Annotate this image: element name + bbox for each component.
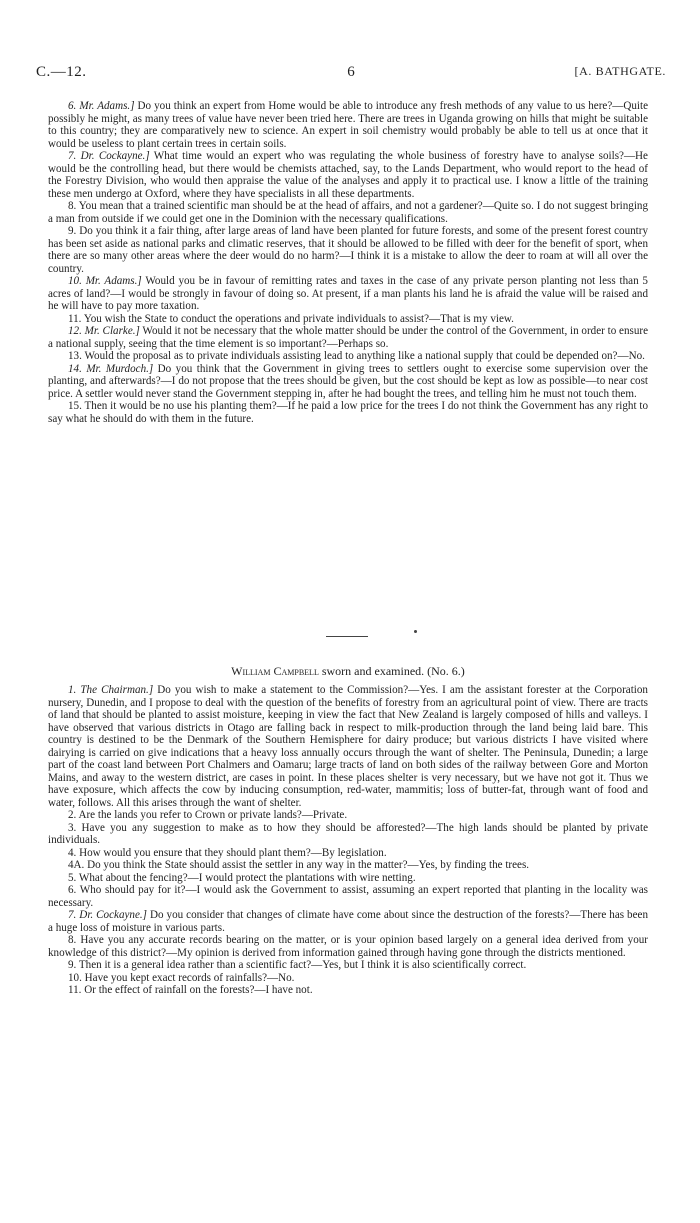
speaker-label: 7. Dr. Cockayne.] xyxy=(68,909,147,921)
question-paragraph xyxy=(48,847,648,860)
paragraph-text: 8. You mean that a trained scientific man should be at the head of affairs, and not a gardener?—Quite so. I do not suggest bringing a man from outside if we could get one in the Dominion with the necessary qualifications. xyxy=(48,200,648,225)
question-paragraph xyxy=(48,100,648,150)
page-header xyxy=(36,64,666,84)
paragraph-text: 9. Then it is a general idea rather than a scientific fact?—Yes, but I think it is also scientifically correct. xyxy=(68,959,527,971)
paragraph-text: Do you consider that changes of climate have come about since the destruction of the forests?—There has been a huge loss of moisture in various parts. xyxy=(48,909,648,934)
speaker-label: 7. Dr. Cockayne.] xyxy=(68,150,150,162)
paragraph-text: 5. What about the fencing?—I would protect the plantations with wire netting. xyxy=(68,871,416,884)
question-paragraph xyxy=(48,275,648,313)
question-paragraph xyxy=(48,809,648,822)
question-paragraph xyxy=(48,872,648,885)
speaker-label: 6. Mr. Adams.] xyxy=(68,100,135,112)
question-paragraph xyxy=(48,684,648,809)
paragraph-text: What time would an expert who was regulating the whole business of forestry have to analyse soils?—He would be the controlling head, but there would be chemists attached, say, to the Lands Department, who would report to the head of the Forestry Division, who would then appraise the value of the analyses and apply it to practical use. I know a little of the training these men undergo at Oxford, where they have specialists in all these departments. xyxy=(48,150,648,200)
paragraph-text: 15. Then it would be no use his planting them?—If he paid a low price for the trees I do not think the Government has any right to say what he should do with them in the future. xyxy=(48,400,648,425)
section-divider xyxy=(326,636,368,637)
question-paragraph xyxy=(48,225,648,275)
paragraph-text: Do you think an expert from Home would be able to introduce any fresh methods of any value to us here?—Quite possibly he might, as many trees of value have never been tried here. There are trees in Uganda growing on hills that might be suitable to this country; they are comparatively new to science. An expert in soil chemistry would probably be able to tell us at once that it would be useless to plant certain trees in certain soils. xyxy=(48,100,649,150)
witness-heading-rest: sworn and examined. (No. 6.) xyxy=(318,664,465,678)
paragraph-text: 11. Or the effect of rainfall on the forests?—I have not. xyxy=(68,984,313,996)
paragraph-text: 2. Are the lands you refer to Crown or private lands?—Private. xyxy=(68,809,348,821)
question-paragraph xyxy=(48,150,648,200)
question-paragraph xyxy=(48,350,648,363)
question-paragraph xyxy=(48,363,648,401)
testimony-section-campbell xyxy=(48,684,648,997)
paragraph-text: 8. Have you any accurate records bearing on the matter, or is your opinion based largely on a general idea derived from your knowledge of this district?—My opinion is derived from information gained through having gone through the districts mentioned. xyxy=(48,934,648,959)
question-paragraph xyxy=(48,859,648,872)
paragraph-text: Would it not be necessary that the whole matter should be under the control of the Government, in order to ensure a national supply, seeing that the time element is so important?—Perhaps so. xyxy=(48,325,648,350)
speaker-label: 10. Mr. Adams.] xyxy=(68,275,142,287)
paragraph-text: 6. Who should pay for it?—I would ask the Government to assist, assuming an expert reported that planting in the locality was necessary. xyxy=(48,884,648,909)
paragraph-text: 10. Have you kept exact records of rainfalls?—No. xyxy=(68,971,295,984)
testimony-section-bathgate xyxy=(48,100,648,425)
witness-name: William Campbell xyxy=(231,664,319,678)
paragraph-text: 4. How would you ensure that they should plant them?—By legislation. xyxy=(68,846,387,859)
page-number: 6 xyxy=(347,64,355,80)
paragraph-text: Do you think that the Government in giving trees to settlers ought to exercise some supervision over the planting, and afterwards?—I do not propose that the trees should be given, but the cost should be kept as low as possible—to near cost price. A settler would never stand the Government stepping in, after he had bought the trees, and telling him he must not touch them. xyxy=(48,362,648,400)
paragraph-text: 11. You wish the State to conduct the operations and private individuals to assist?—That is my view. xyxy=(68,312,514,325)
question-paragraph xyxy=(48,884,648,909)
speaker-label: 12. Mr. Clarke.] xyxy=(68,325,140,337)
paragraph-text: 3. Have you any suggestion to make as to how they should be afforested?—The high lands should be planted by private individuals. xyxy=(48,821,648,846)
question-paragraph xyxy=(48,400,648,425)
witness-header: [A. BATHGATE. xyxy=(574,64,666,78)
question-paragraph xyxy=(48,984,648,997)
paragraph-text: Do you wish to make a statement to the Commission?—Yes. I am the assistant forester at the Corporation nursery, Dunedin, and I propose to deal with the question of the benefits of forestry from an agricultural point of view. There are tracts of land that should be planted to assist moisture, keeping in view the fact that New Zealand is largely composed of hills and valleys. I have observed that various districts in Otago are falling back in respect to milk-production through the land being laid bare. This country is destined to be the Denmark of the Southern Hemisphere for dairy produce; but various districts I have visited where dairying is carried on give indications that a heavy loss annually occurs through the want of shelter. The Peninsula, Dunedin; a large part of the coast land between Port Chalmers and Oamaru; large tracts of land on both sides of the railway between Gore and Morton Mains, and away to the western district, are cases in point. In these places shelter is very necessary, but we have not got it. Thus we have exposure, which affects the cow by inducing consumption, red-water, mammitis; loss of butter-fat, through want of food and water, follows. All this arises through the want of shelter. xyxy=(48,684,648,809)
witness-heading xyxy=(48,664,648,679)
speaker-label: 14. Mr. Murdoch.] xyxy=(68,362,154,375)
paragraph-text: 13. Would the proposal as to private individuals assisting lead to anything like a national supply that could be depended on?—No. xyxy=(68,350,645,362)
question-paragraph xyxy=(48,934,648,959)
document-reference: C.—12. xyxy=(36,64,87,80)
paragraph-text: Would you be in favour of remitting rates and taxes in the case of any private person planting not less than 5 acres of land?—I would be strongly in favour of doing so. At present, if a man plants his land he is afraid the value will be raised and he will have to pay more taxation. xyxy=(48,275,648,312)
paragraph-text: 4A. Do you think the State should assist the settler in any way in the matter?—Yes, by finding the trees. xyxy=(68,859,530,871)
paragraph-text: 9. Do you think it a fair thing, after large areas of land have been planted for future forests, and some of the present forest country has been set aside as national parks and climatic reserves, that it should be allowed to be filled with deer for the benefit of sport, when there are so many other areas where the deer would do no harm?—I think it is a mistake to allow the deer to roam at will all over the country. xyxy=(48,225,648,275)
question-paragraph xyxy=(48,959,648,972)
question-paragraph xyxy=(48,325,648,350)
question-paragraph xyxy=(48,200,648,225)
question-paragraph xyxy=(48,822,648,847)
question-paragraph xyxy=(48,909,648,934)
question-paragraph xyxy=(48,972,648,985)
question-paragraph xyxy=(48,313,648,326)
speaker-label: 1. The Chairman.] xyxy=(68,684,154,696)
divider-dot xyxy=(414,630,417,633)
